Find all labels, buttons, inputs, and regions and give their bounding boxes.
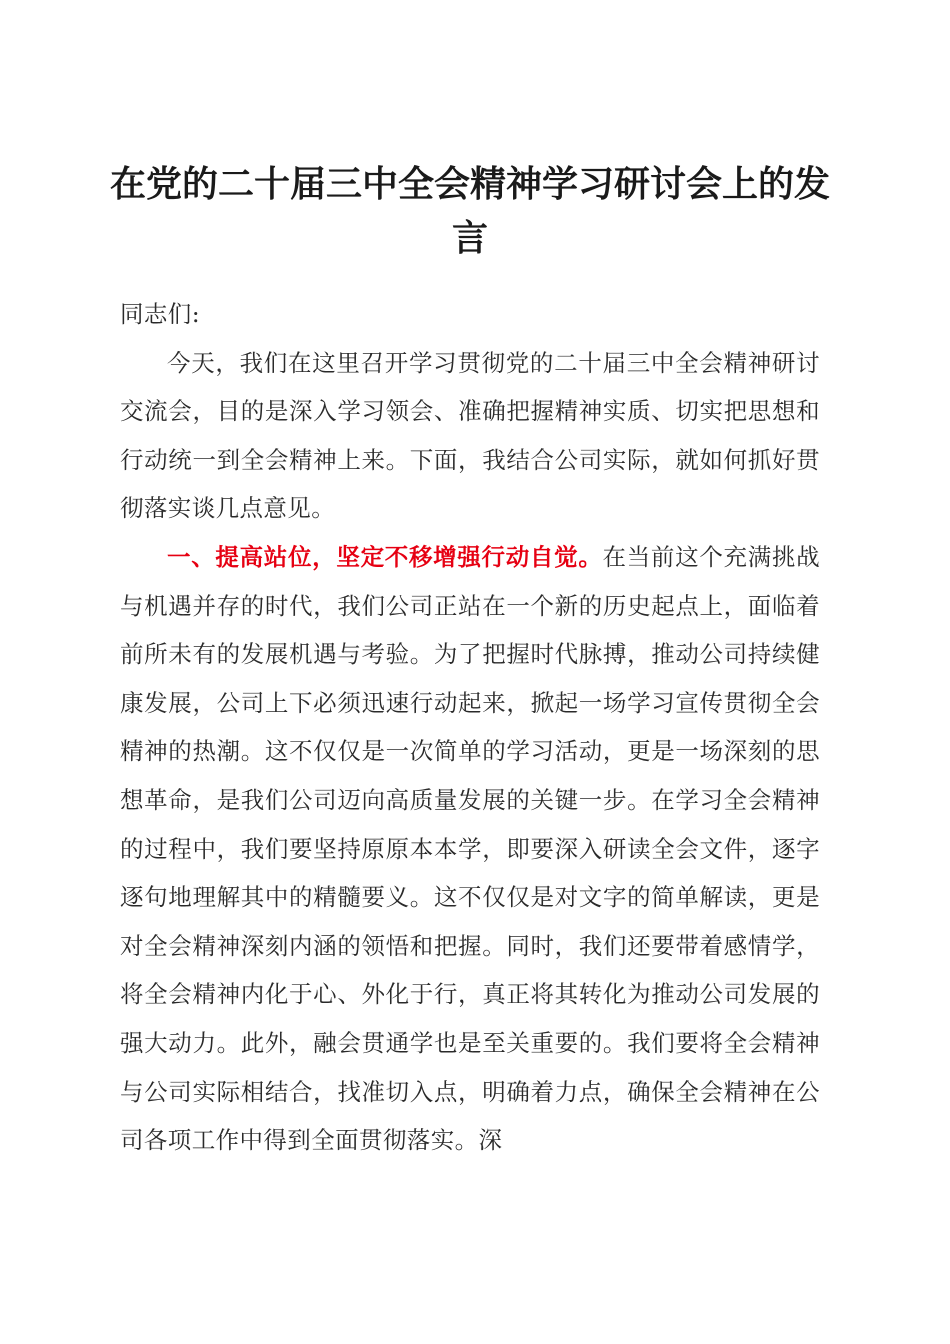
document-title: 在党的二十届三中全会精神学习研讨会上的发言 [109,164,830,259]
section-1-text: 在当前这个充满挑战与机遇并存的时代，我们公司正站在一个新的历史起点上，面临着前所未有的发展机遇与考验。为了把握时代脉搏，推动公司持续健康发展，公司上下必须迅速行动起来，掀起一场学习宣传贯彻全会精神的热潮。这不仅仅是一次简单的学习活动，更是一场深刻的思想革命，是我们公司迈向高质量发展的关键一步。在学习全会精神的过程中，我们要坚持原原本本学，即要深入研读全会文件，逐字逐句地理解其中的精髓要义。这不仅仅是对文字的简单解读，更是对全会精神深刻内涵的领悟和把握。同时，我们还要带着感情学，将全会精神内化于心、外化于行，真正将其转化为推动公司发展的强大动力。此外，融会贯通学也是至关重要的。我们要将全会精神与公司实际相结合，找准切入点，明确着力点，确保全会精神在公司各项工作中得到全面贯彻落实。深 [120,542,820,1155]
salutation: 同志们: [120,300,201,328]
section-1-paragraph [120,533,820,1165]
intro-paragraph: 今天，我们在这里召开学习贯彻党的二十届三中全会精神研讨交流会，目的是深入学习领会、准确把握精神实质、切实把思想和行动统一到全会精神上来。下面，我结合公司实际，就如何抓好贯彻落实谈几点意见。 [120,348,820,523]
section-1-heading: 一、提高站位，坚定不移增强行动自觉。 [167,542,603,571]
document-body [120,290,820,1165]
